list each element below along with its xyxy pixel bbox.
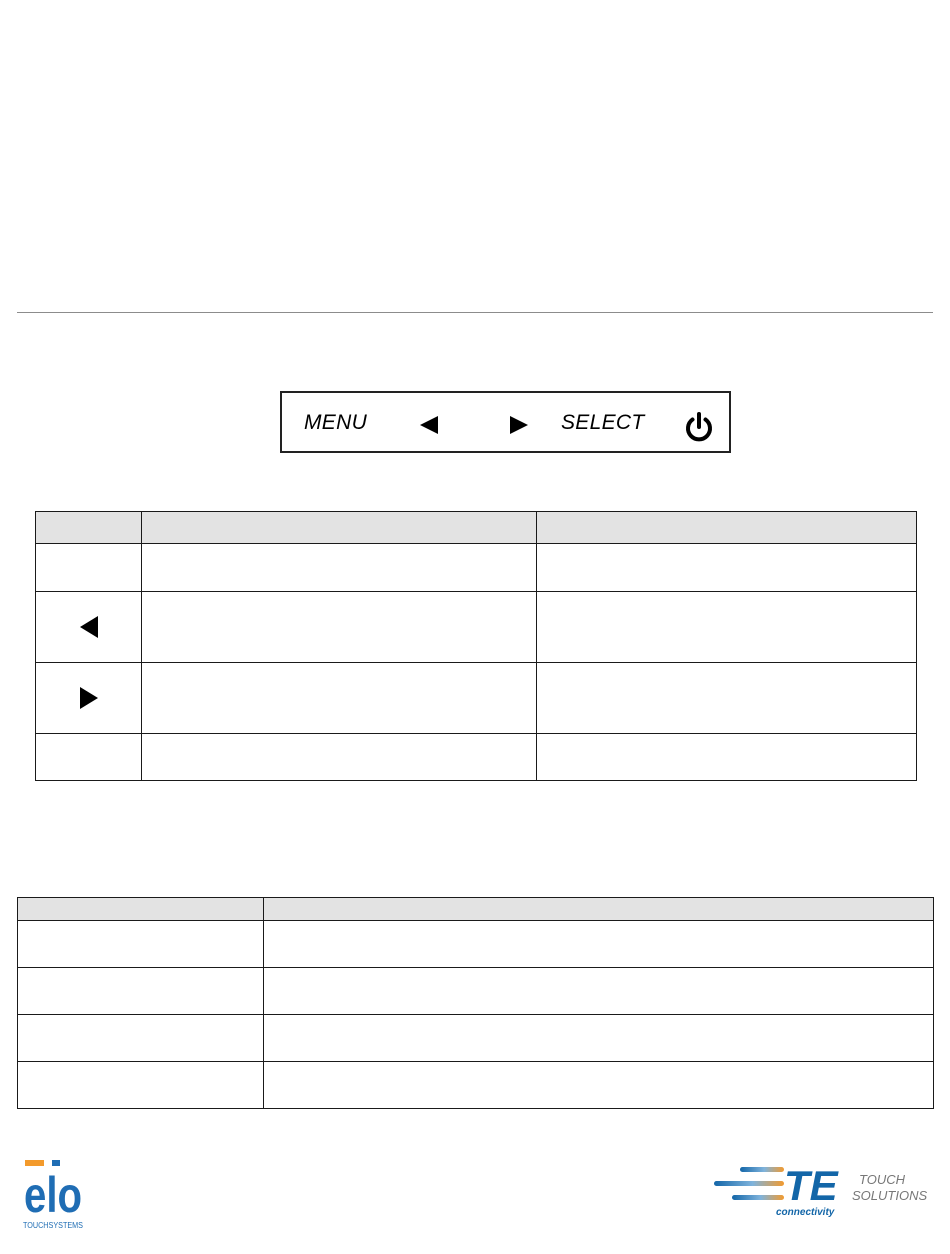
table-row (18, 1015, 934, 1062)
table-cell (18, 968, 264, 1015)
table-cell (142, 663, 537, 734)
table-row (36, 592, 917, 663)
table-cell (264, 968, 934, 1015)
table-cell (18, 1062, 264, 1109)
table-cell (18, 921, 264, 968)
te-connectivity-logo (712, 1160, 944, 1222)
table-row (18, 921, 934, 968)
table-cell (142, 544, 537, 592)
table-cell (36, 592, 142, 663)
header-cell (537, 512, 917, 544)
table-cell (18, 1015, 264, 1062)
header-cell (18, 898, 264, 921)
osd-control-panel (280, 391, 731, 453)
table-row (36, 663, 917, 734)
table-cell (264, 921, 934, 968)
power-icon (682, 410, 716, 444)
table-cell (142, 734, 537, 781)
table-cell (36, 734, 142, 781)
left-arrow-icon (79, 615, 99, 639)
table-cell (537, 734, 917, 781)
header-cell (264, 898, 934, 921)
header-cell (36, 512, 142, 544)
table-cell (264, 1015, 934, 1062)
elo-wordmark: elo (24, 1167, 82, 1223)
elo-touchsystems-logo (22, 1160, 88, 1232)
right-arrow-icon (509, 415, 529, 435)
section-divider (17, 312, 933, 313)
table-cell (36, 663, 142, 734)
header-cell (142, 512, 537, 544)
table-cell (264, 1062, 934, 1109)
table-row (36, 544, 917, 592)
table-row (18, 968, 934, 1015)
right-arrow-icon (79, 686, 99, 710)
select-label: SELECT (561, 411, 645, 434)
table-cell (537, 592, 917, 663)
table-header-row (36, 512, 917, 544)
table-row (36, 734, 917, 781)
te-wordmark: TE (784, 1162, 838, 1209)
table-header-row (18, 898, 934, 921)
table-cell (36, 544, 142, 592)
table-cell (537, 544, 917, 592)
left-arrow-icon (419, 415, 439, 435)
settings-table (17, 897, 934, 1109)
te-tagline-touch: TOUCH (859, 1172, 905, 1187)
te-subtext: connectivity (776, 1207, 835, 1218)
elo-subtext: TOUCHSYSTEMS (23, 1221, 83, 1230)
te-tagline-solutions: SOLUTIONS (852, 1188, 928, 1203)
table-row (18, 1062, 934, 1109)
menu-label: MENU (304, 411, 368, 434)
table-cell (142, 592, 537, 663)
button-function-table (35, 511, 917, 781)
table-cell (537, 663, 917, 734)
